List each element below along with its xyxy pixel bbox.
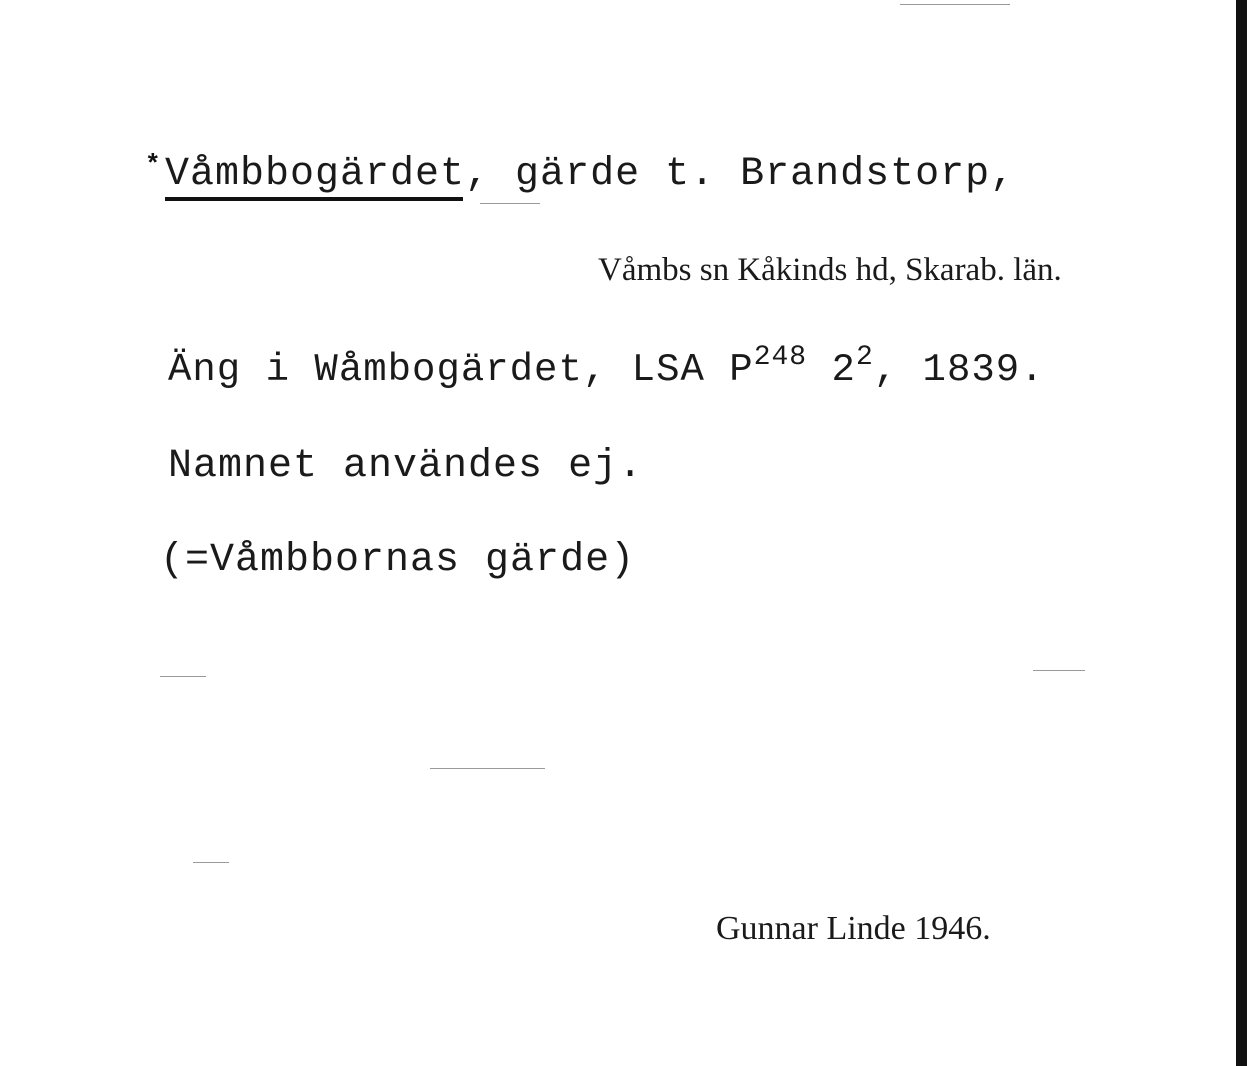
source-suffix: , 1839. [873, 348, 1045, 392]
scan-speck [193, 862, 229, 863]
headline [165, 152, 1015, 197]
signature: Gunnar Linde 1946. [716, 910, 991, 947]
scan-speck [480, 203, 540, 204]
source-line [168, 342, 1045, 392]
headword: Våmbbogärdet [165, 152, 466, 197]
source-mid: 2 [807, 348, 856, 392]
note-line: Namnet användes ej. [168, 444, 644, 489]
equivalent-line: (=Våmbbornas gärde) [160, 538, 636, 583]
headline-rest: , gärde t. Brandstorp, [465, 152, 1016, 197]
location-line: Våmbs sn Kåkinds hd, Skarab. län. [598, 252, 1062, 288]
source-prefix: Äng i Wåmbogärdet, LSA P [168, 348, 754, 392]
asterisk-mark: * [145, 150, 161, 180]
source-page: 248 [753, 342, 808, 373]
scan-speck [160, 676, 206, 677]
scan-border [1236, 0, 1247, 1066]
scan-speck [1033, 670, 1085, 671]
scan-speck [430, 768, 545, 769]
scan-speck [900, 4, 1010, 5]
source-subpage: 2 [855, 342, 874, 373]
